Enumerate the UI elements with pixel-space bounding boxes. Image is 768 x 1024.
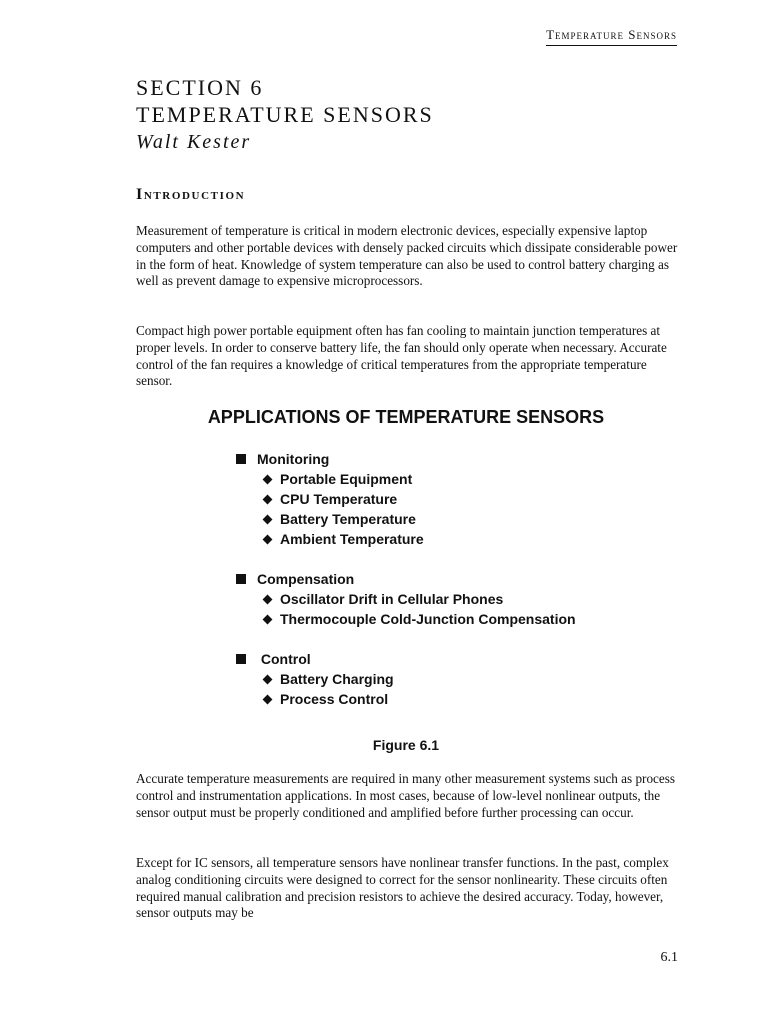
diamond-bullet-icon [263,534,273,544]
introduction-heading: Introduction [136,186,246,203]
group-label: Compensation [257,571,355,587]
section-title-block [136,74,434,156]
intro-paragraph-1: Measurement of temperature is critical in modern electronic devices, especially expensive laptop computers and other portable devices with densely packed circuits which dissipate considerable power in the form of heat. Knowledge of system temperature can also be used to control battery charging as well as prevent damage to expensive microprocessors. [136,223,678,289]
diamond-bullet-icon [263,594,273,604]
body-paragraph-1: Accurate temperature measurements are required in many other measurement systems such as process control and instrumentation applications. In most cases, because of low-level nonlinear outputs, the sensor output must be properly conditioned and amplified before further processing can occur. [136,771,676,820]
section-number: SECTION 6 [136,75,264,100]
list-item: Battery Temperature [236,509,576,529]
page-number: 6.1 [660,950,678,965]
running-header: Temperature Sensors [546,27,677,46]
list-group-compensation [236,569,576,629]
figure-title: APPLICATIONS OF TEMPERATURE SENSORS [207,407,605,427]
list-item: Oscillator Drift in Cellular Phones [236,589,576,609]
list-item: Ambient Temperature [236,529,576,549]
list-item: Thermocouple Cold-Junction Compensation [236,609,576,629]
intro-paragraph-2: Compact high power portable equipment often has fan cooling to maintain junction temperatures at proper levels. In order to conserve battery life, the fan should only operate when necessary. Accurate control of the fan requires a knowledge of critical temperatures from the appropriate temperature sensor. [136,323,667,389]
list-group-control [236,649,576,709]
list-item: CPU Temperature [236,489,576,509]
square-bullet-icon [236,574,246,584]
square-bullet-icon [236,654,246,664]
diamond-bullet-icon [263,614,273,624]
body-paragraph-2: Except for IC sensors, all temperature sensors have nonlinear transfer functions. In the past, complex analog conditioning circuits were designed to correct for the sensor nonlinearity. These circuits often required manual calibration and precision resistors to achieve the desired accuracy. Today, however, sensor outputs may be [136,855,669,921]
diamond-bullet-icon [263,694,273,704]
diamond-bullet-icon [263,474,273,484]
group-label: Monitoring [257,451,330,467]
diamond-bullet-icon [263,494,273,504]
list-item: Portable Equipment [236,469,576,489]
applications-list [236,449,576,729]
diamond-bullet-icon [263,514,273,524]
list-item: Process Control [236,689,576,709]
list-item: Battery Charging [236,669,576,689]
author-name: Walt Kester [136,131,252,153]
figure-caption: Figure 6.1 [372,737,440,753]
square-bullet-icon [236,454,246,464]
group-label: Control [257,651,311,667]
section-title: TEMPERATURE SENSORS [136,102,434,127]
list-group-monitoring [236,449,576,549]
diamond-bullet-icon [263,674,273,684]
